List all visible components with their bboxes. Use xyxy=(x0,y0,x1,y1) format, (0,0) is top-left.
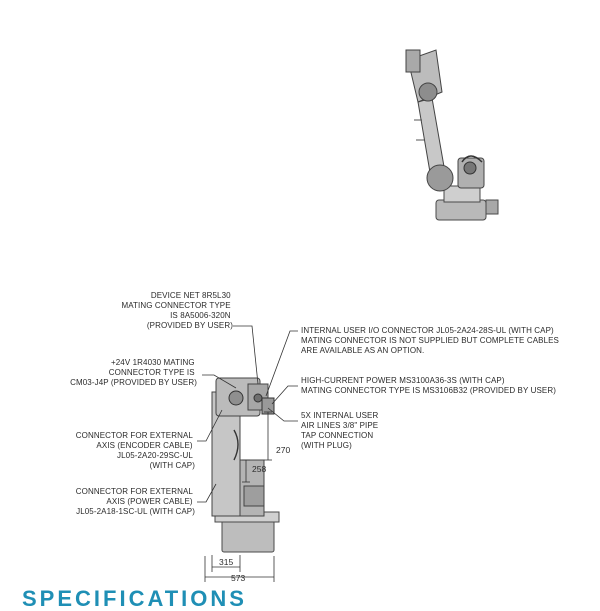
section-heading: SPECIFICATIONS xyxy=(22,586,247,611)
callout-ext-axis-power: CONNECTOR FOR EXTERNAL AXIS (POWER CABLE) JL05-2A18-1SC-UL (WITH CAP) xyxy=(75,487,195,516)
callout-air-lines: 5X INTERNAL USER AIR LINES 3/8" PIPE TAP CONNECTION (WITH PLUG) xyxy=(301,411,379,450)
callout-high-current: HIGH-CURRENT POWER MS3100A36-3S (WITH CAP) MATING CONNECTOR TYPE IS MS3106B32 (PROVIDED BY USER) xyxy=(301,376,556,395)
dim-315: 315 xyxy=(219,557,234,567)
dim-270: 270 xyxy=(276,445,291,455)
robot-front-view xyxy=(212,378,279,552)
callout-device-net: DEVICE NET 8R5L30 MATING CONNECTOR TYPE IS 8A5006-320N (PROVIDED BY USER) xyxy=(121,291,233,330)
callout-ext-axis-encoder: CONNECTOR FOR EXTERNAL AXIS (ENCODER CABLE) JL05-2A20-29SC-UL (WITH CAP) xyxy=(75,431,195,470)
callout-24v-connector: +24V 1R4030 MATING CONNECTOR TYPE IS CM03-J4P (PROVIDED BY USER) xyxy=(70,358,197,387)
dim-573: 573 xyxy=(231,573,246,583)
callout-internal-io: INTERNAL USER I/O CONNECTOR JL05-2A24-28S-UL (WITH CAP) MATING CONNECTOR IS NOT SUPPLIED BUT COMPLETE CABLES ARE AVAILABLE AS AN OPTION. xyxy=(301,326,559,355)
robot-side-view xyxy=(406,50,498,220)
dim-258: 258 xyxy=(252,464,267,474)
